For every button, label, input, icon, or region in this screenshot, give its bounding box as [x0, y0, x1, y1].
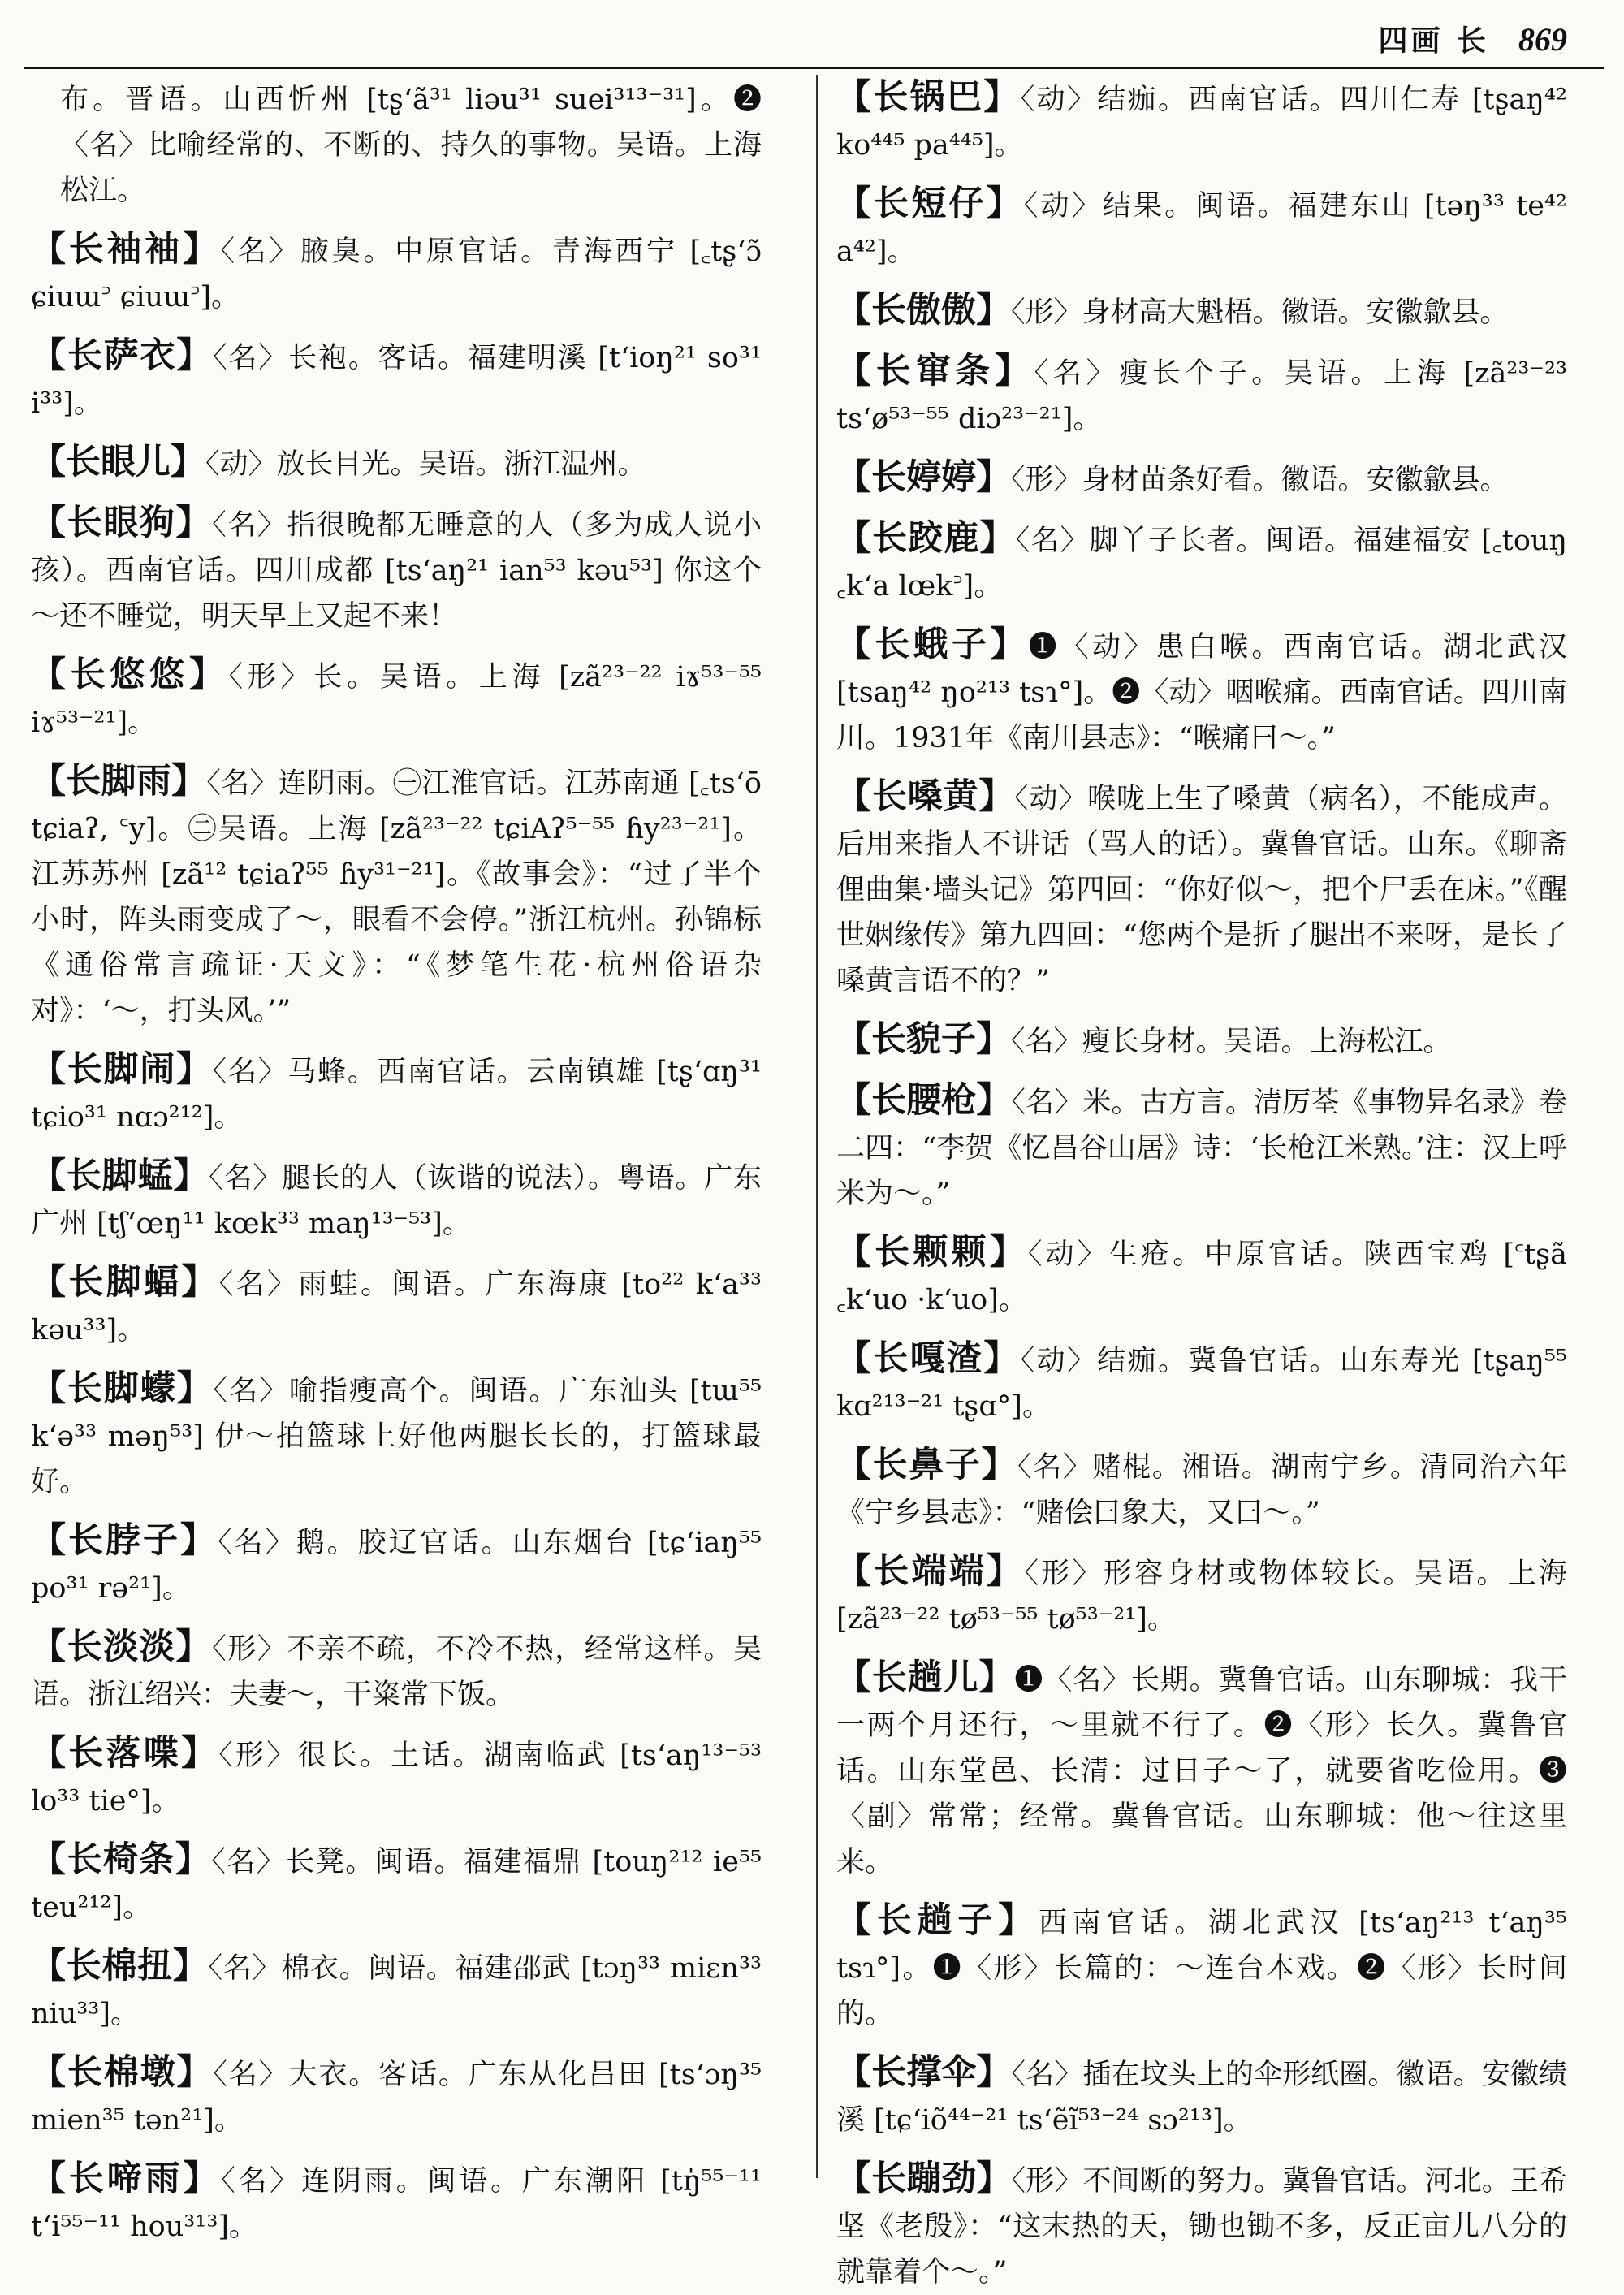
- entry-headword: 【长啼雨】: [31, 2159, 222, 2199]
- entry-definition: 〈形〉身材高大魁梧。徽语。安徽歙县。: [1011, 296, 1509, 329]
- entry-definition: 〈名〉连阴雨。㊀江淮官话。江苏南通 [꜀tsʻō tɕiaʔ, ꜂y]。㊁吴语。上海 [zã²³⁻²² tɕiAʔ⁵⁻⁵⁵ ɦy²³⁻²¹]。江苏苏州 [zã¹² tɕiaʔ⁵⁵ ɦy³¹⁻²¹]。《故事会》：“过了半个小时，阵头雨变成了～，眼看不会停。”浙江杭州。孙锦标《通俗常言疏证·天文》：“《梦笔生花·杭州俗语杂对》：‘～，打头风。’”: [31, 767, 762, 1027]
- entry-definition: 〈名〉鹅。胶辽官话。山东烟台 [tɕʻiaŋ⁵⁵ po³¹ rə²¹]。: [31, 1527, 762, 1605]
- dictionary-entry: [31, 439, 762, 487]
- entry-headword: 【长趟子】: [836, 1900, 1039, 1941]
- dictionary-entry: [31, 1624, 762, 1718]
- entry-headword: 【长脚蠓】: [31, 1368, 214, 1409]
- entry-definition: 〈动〉生疮。中原官话。陕西宝鸡 [꜂tʂã ꜀kʻuo ·kʻuo]。: [836, 1238, 1567, 1316]
- dictionary-entry: [31, 227, 762, 320]
- header-rule: [24, 67, 1604, 69]
- entry-definition: 布。晋语。山西忻州 [tʂʻã³¹ liəu³¹ suei³¹³⁻³¹]。❷〈名〉比喻经常的、不断的、持久的事物。吴语。上海松江。: [60, 84, 762, 207]
- dictionary-entry: [31, 333, 762, 426]
- dictionary-entry: [31, 1366, 762, 1505]
- entry-definition: 〈名〉米。古方言。清厉荃《事物异名录》卷二四：“李贺《忆昌谷山居》诗：‘长枪江米熟。’注：汉上呼米为～。”: [836, 1087, 1567, 1210]
- dictionary-entry: [836, 1442, 1567, 1536]
- dictionary-entry: [836, 516, 1567, 609]
- entry-headword: 【长袖袖】: [31, 229, 221, 270]
- dictionary-entry: [836, 622, 1567, 761]
- entry-headword: 【长脚蝠】: [31, 1262, 219, 1303]
- dictionary-entry: [836, 1898, 1567, 2037]
- dictionary-entry: [836, 75, 1567, 168]
- entry-definition: 〈动〉喉咙上生了嗓黄（病名），不能成声。后用来指人不讲话（骂人的话）。冀鲁官话。山东。《聊斋俚曲集·墙头记》第四回：“你好似～，把个尸丢在床。”《醒世姻缘传》第九四回：“您两个是折了腿出不来呀，是长了嗓黄言语不的？”: [836, 783, 1567, 997]
- entry-definition: 〈动〉结痂。冀鲁官话。山东寿光 [tʂaŋ⁵⁵ kɑ²¹³⁻²¹ tʂɑ°]。: [836, 1345, 1567, 1423]
- dictionary-entry: [836, 774, 1567, 1004]
- entry-headword: 【长嘎渣】: [836, 1338, 1021, 1379]
- entry-headword: 【长脚雨】: [31, 761, 207, 802]
- entry-definition: ❶〈动〉患白喉。西南官话。湖北武汉 [tsaŋ⁴² ŋo²¹³ tsɿ°]。❷〈动〉咽喉痛。西南官话。四川南川。1931年《南川县志》：“喉痛曰～。”: [836, 631, 1567, 754]
- entry-definition: 〈动〉放长目光。吴语。浙江温州。: [205, 448, 646, 481]
- dictionary-entry: [836, 1078, 1567, 1217]
- dictionary-entry: [836, 1336, 1567, 1429]
- entry-headword: 【长眼儿】: [31, 442, 205, 482]
- entry-definition: 〈形〉不亲不疏，不冷不热，经常这样。吴语。浙江绍兴：夫妻～，干粢常下饭。: [31, 1633, 762, 1711]
- entry-definition: 〈名〉棉衣。闽语。福建邵武 [tɔŋ³³ miɛn³³ niu³³]。: [31, 1952, 762, 2030]
- entry-definition: 〈名〉脚丫子长者。闽语。福建福安 [꜀touŋ ꜀kʻa lœk꜄]。: [836, 525, 1568, 603]
- dictionary-entry: [31, 1047, 762, 1140]
- entry-definition: 〈名〉腿长的人（诙谐的说法）。粤语。广东广州 [tʃʻœŋ¹¹ kœk³³ maŋ¹³⁻⁵³]。: [31, 1162, 762, 1240]
- section-title: 四画 长: [1378, 24, 1489, 58]
- entry-headword: 【长眼狗】: [31, 503, 213, 543]
- dictionary-entry: [31, 652, 762, 746]
- entry-headword: 【长蹦劲】: [836, 2159, 1012, 2199]
- dictionary-entry: [836, 1549, 1567, 1642]
- entry-definition: ❶〈名〉长期。冀鲁官话。山东聊城：我干一两个月还行，～里就不行了。❷〈形〉长久。冀鲁官话。山东堂邑、长清：过日子～了，就要省吃俭用。❸〈副〉常常；经常。冀鲁官话。山东聊城：他～往这里来。: [836, 1664, 1568, 1878]
- left-column: [31, 75, 762, 2243]
- entry-headword: 【长椅条】: [31, 1839, 212, 1880]
- page-number: 869: [1518, 21, 1567, 58]
- page-header: [1378, 18, 1567, 67]
- entry-definition: 〈名〉赌棍。湘语。湖南宁乡。清同治六年《宁乡县志》：“赌侩曰象夫，又曰～。”: [836, 1451, 1567, 1529]
- entry-definition: 〈形〉不间断的努力。冀鲁官话。河北。王希坚《老殷》：“这末热的天，锄也锄不多，反正亩儿八分的就靠着个～。”: [836, 2165, 1567, 2289]
- dictionary-entry: [836, 1230, 1567, 1323]
- entry-definition: 〈名〉大衣。客话。广东从化吕田 [tsʻɔŋ³⁵ mien³⁵ tən²¹]。: [31, 2059, 762, 2137]
- entry-headword: 【长脖子】: [31, 1520, 218, 1561]
- dictionary-entry: [31, 1943, 762, 2037]
- dictionary-entry: [31, 1837, 762, 1930]
- entry-headword: 【长端端】: [836, 1551, 1025, 1592]
- entry-definition: 〈动〉结果。闽语。福建东山 [təŋ³³ te⁴² a⁴²]。: [836, 190, 1567, 268]
- dictionary-entry: [836, 2050, 1567, 2143]
- entry-definition: 〈名〉插在坟头上的伞形纸圈。徽语。安徽绩溪 [tɕʻiõ⁴⁴⁻²¹ tsʻẽĩ⁵³⁻²⁴ sɔ²¹³]。: [836, 2059, 1567, 2137]
- dictionary-entry: [31, 1260, 762, 1353]
- entry-definition: 〈名〉马蜂。西南官话。云南镇雄 [tʂʻɑŋ³¹ tɕio³¹ nɑɔ²¹²]。: [31, 1056, 762, 1134]
- entry-headword: 【长鼻子】: [836, 1445, 1018, 1485]
- entry-headword: 【长脚闹】: [31, 1049, 213, 1090]
- column-divider: [816, 75, 818, 2178]
- entry-headword: 【长颗颗】: [836, 1232, 1028, 1273]
- entry-headword: 【长跤鹿】: [836, 518, 1016, 559]
- entry-definition: 〈名〉喻指瘦高个。闽语。广东汕头 [tɯ⁵⁵ kʻə³³ məŋ⁵³] 伊～拍篮球上好他两腿长长的，打篮球最好。: [31, 1375, 762, 1498]
- entry-headword: 【长窜条】: [836, 351, 1034, 391]
- entry-definition: 〈动〉结痂。西南官话。四川仁寿 [tʂaŋ⁴² ko⁴⁴⁵ pa⁴⁴⁵]。: [836, 84, 1567, 162]
- entry-headword: 【长棉扭】: [31, 1946, 209, 1986]
- entry-headword: 【长落喋】: [31, 1733, 219, 1774]
- dictionary-entry: [836, 348, 1567, 442]
- dictionary-entry: [31, 75, 762, 214]
- dictionary-entry: [836, 287, 1567, 335]
- entry-headword: 【长淡淡】: [31, 1627, 213, 1667]
- entry-headword: 【长蛾子】: [836, 625, 1029, 665]
- entry-definition: 〈名〉瘦长身材。吴语。上海松江。: [1011, 1026, 1452, 1058]
- entry-headword: 【长棉墩】: [31, 2052, 214, 2093]
- dictionary-entry: [836, 1655, 1567, 1885]
- entry-definition: 〈形〉长。吴语。上海 [zã²³⁻²² iɤ⁵³⁻⁵⁵ iɤ⁵³⁻²¹]。: [31, 661, 762, 739]
- entry-headword: 【长趟儿】: [836, 1658, 1015, 1698]
- entry-headword: 【长腰枪】: [836, 1080, 1012, 1121]
- entry-definition: 〈名〉长袍。客话。福建明溪 [tʻioŋ²¹ so³¹ i³³]。: [31, 342, 762, 420]
- entry-headword: 【长萨衣】: [31, 335, 214, 376]
- dictionary-entry: [31, 2156, 762, 2250]
- entry-definition: 〈名〉连阴雨。闽语。广东潮阳 [tŋ̍⁵⁵⁻¹¹ tʻi⁵⁵⁻¹¹ hou³¹³]。: [31, 2165, 762, 2243]
- dictionary-entry: [836, 455, 1567, 503]
- right-column: [836, 75, 1568, 2289]
- dictionary-entry: [31, 1731, 762, 1824]
- entry-headword: 【长悠悠】: [31, 655, 229, 695]
- entry-headword: 【长撑伞】: [836, 2052, 1012, 2093]
- entry-definition: 〈形〉形容身材或物体较长。吴语。上海 [zã²³⁻²² tø⁵³⁻⁵⁵ tø⁵³⁻²¹]。: [836, 1558, 1567, 1636]
- entry-definition: 〈名〉指很晚都无睡意的人（多为成人说小孩）。西南官话。四川成都 [tsʻaŋ²¹ ian⁵³ kəu⁵³] 你这个～还不睡觉，明天早上又起不来！: [31, 509, 762, 633]
- entry-headword: 【长短仔】: [836, 184, 1024, 224]
- entry-headword: 【长傲傲】: [836, 290, 1011, 331]
- entry-definition: 〈名〉瘦长个子。吴语。上海 [zã²³⁻²³ tsʻø⁵³⁻⁵⁵ diɔ²³⁻²¹]。: [836, 357, 1568, 435]
- dictionary-entry: [31, 1153, 762, 1247]
- dictionary-entry: [31, 759, 762, 1034]
- entry-definition: 〈形〉很长。土话。湖南临武 [tsʻaŋ¹³⁻⁵³ lo³³ tie°]。: [31, 1740, 762, 1817]
- entry-definition: 西南官话。湖北武汉 [tsʻaŋ²¹³ tʻaŋ³⁵ tsɿ°]。❶〈形〉长篇的：～连台本戏。❷〈形〉长时间的。: [836, 1907, 1567, 2030]
- dictionary-entry: [31, 2050, 762, 2143]
- dictionary-entry: [836, 1017, 1567, 1065]
- entry-headword: 【长貌子】: [836, 1019, 1011, 1060]
- dictionary-entry: [836, 181, 1567, 274]
- entry-definition: 〈名〉腋臭。中原官话。青海西宁 [꜀tʂʻɔ̃ ɕiuɯ꜄ ɕiuɯ꜄]。: [31, 236, 762, 313]
- entry-definition: 〈名〉雨蛙。闽语。广东海康 [to²² kʻa³³ kəu³³]。: [31, 1269, 762, 1346]
- dictionary-entry: [31, 500, 762, 639]
- entry-headword: 【长嗓黄】: [836, 776, 1015, 817]
- dictionary-entry: [836, 2156, 1567, 2295]
- entry-headword: 【长脚蜢】: [31, 1156, 209, 1196]
- dictionary-entry: [31, 1518, 762, 1611]
- entry-headword: 【长婷婷】: [836, 457, 1011, 498]
- entry-definition: 〈名〉长凳。闽语。福建福鼎 [touŋ²¹² ie⁵⁵ teu²¹²]。: [31, 1846, 762, 1924]
- entry-headword: 【长锅巴】: [836, 77, 1021, 118]
- entry-definition: 〈形〉身材苗条好看。徽语。安徽歙县。: [1011, 464, 1509, 496]
